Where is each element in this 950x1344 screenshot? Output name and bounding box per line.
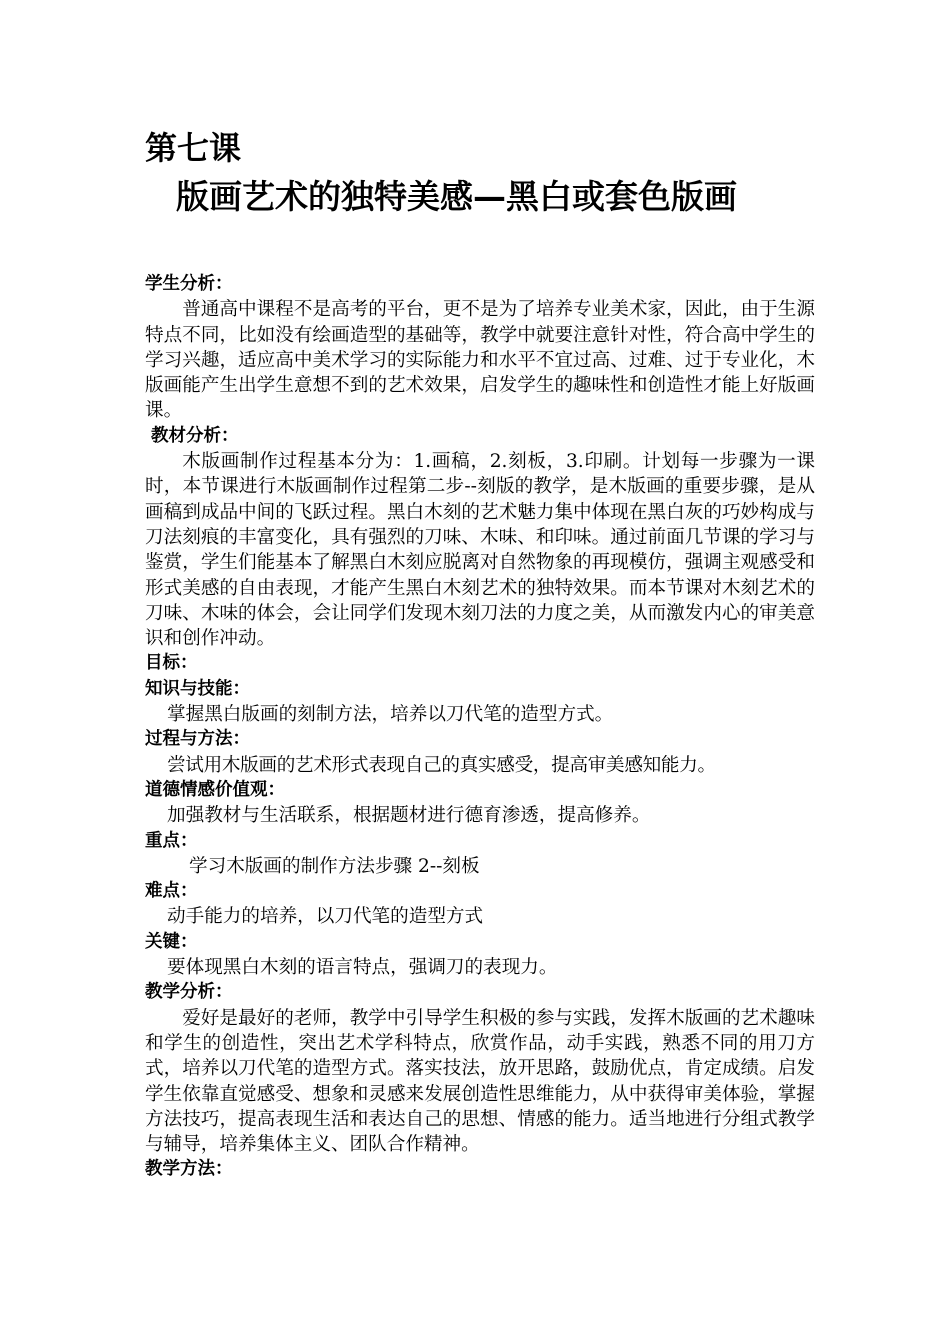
paragraph-student-analysis: 普通高中课程不是高考的平台，更不是为了培养专业美术家，因此，由于生源特点不同，比如没有绘画造型的基础等，教学中就要注意针对性，符合高中学生的学习兴趣，适应高中美术学习的实际能力和水平不宜过高、过难、过于专业化，木版画能产生出学生意想不到的艺术效果，启发学生的趣味性和创造性才能上好版画课。 xyxy=(145,299,815,422)
paragraph-knowledge: 掌握黑白版画的刻制方法，培养以刀代笔的造型方式。 xyxy=(167,704,614,726)
heading-key-point: 重点： xyxy=(145,830,198,851)
heading-teaching-method: 教学方法： xyxy=(145,1159,233,1180)
paragraph-key: 要体现黑白木刻的语言特点，强调刀的表现力。 xyxy=(167,957,558,979)
document-body xyxy=(145,272,815,1183)
heading-knowledge: 知识与技能： xyxy=(145,678,250,699)
heading-goals: 目标： xyxy=(145,653,198,674)
heading-teaching-analysis: 教学分析： xyxy=(145,982,233,1003)
heading-process: 过程与方法： xyxy=(145,729,250,750)
heading-student-analysis: 学生分析： xyxy=(145,274,233,294)
paragraph-moral: 加强教材与生活联系，根据题材进行德育渗透，提高修养。 xyxy=(167,805,651,827)
paragraph-teaching-analysis: 爱好是最好的老师，教学中引导学生积极的参与实践，发挥木版画的艺术趣味和学生的创造性，突出艺术学科特点，欣赏作品，动手实践，熟悉不同的用刀方式，培养以刀代笔的造型方式。落实技法，放开思路，鼓励优点，肯定成绩。启发学生依靠直觉感受、想象和灵感来发展创造性思维能力，从中获得审美体验，掌握方法技巧，提高表现生活和表达自己的思想、情感的能力。适当地进行分组式教学与辅导，培养集体主义、团队合作精神。 xyxy=(145,1007,815,1156)
paragraph-process: 尝试用木版画的艺术形式表现自己的真实感受，提高审美感知能力。 xyxy=(167,754,716,776)
paragraph-key-point: 学习木版画的制作方法步骤 2--刻板 xyxy=(189,855,480,877)
heading-material-analysis: 教材分析： xyxy=(151,425,239,446)
paragraph-difficulty: 动手能力的培养，以刀代笔的造型方式 xyxy=(167,906,484,928)
lesson-title: 版画艺术的独特美感—黑白或套色版画 xyxy=(176,177,737,216)
heading-key: 关键： xyxy=(145,931,198,952)
heading-difficulty: 难点： xyxy=(145,881,198,902)
paragraph-material-analysis: 木版画制作过程基本分为：1.画稿，2.刻板，3.印刷。计划每一步骤为一课时，本节课进行木版画制作过程第二步--刻版的教学，是木版画的重要步骤，是从画稿到成品中间的飞跃过程。黑白木刻的艺术魅力集中体现在黑白灰的巧妙构成与刀法刻痕的丰富变化，具有强烈的刀味、木味、和印味。通过前面几节课的学习与鉴赏，学生们能基本了解黑白木刻应脱离对自然物象的再现模仿，强调主观感受和形式美感的自由表现，才能产生黑白木刻艺术的独特效果。而本节课对木刻艺术的刀味、木味的体会，会让同学们发现木刻刀法的力度之美，从而激发内心的审美意识和创作冲动。 xyxy=(145,451,815,650)
lesson-number: 第七课 xyxy=(145,129,242,167)
heading-moral: 道德情感价值观： xyxy=(145,779,285,800)
